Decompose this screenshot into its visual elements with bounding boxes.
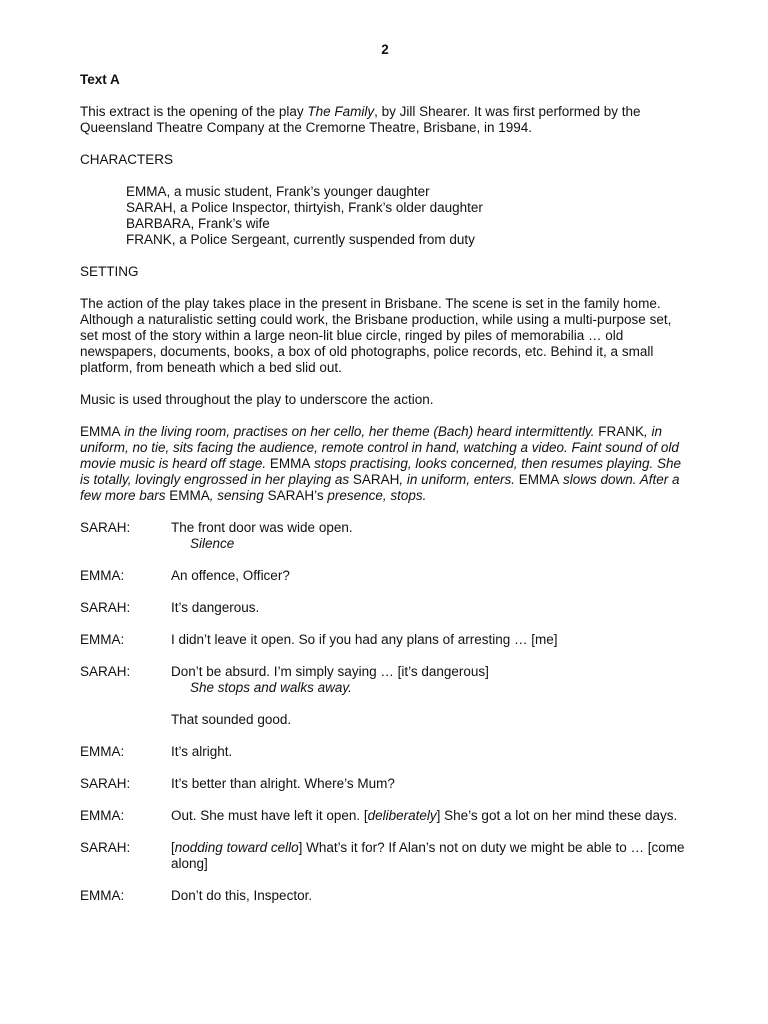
intro-pre: This extract is the opening of the play xyxy=(80,104,308,119)
text-run: SARAH’s xyxy=(267,488,324,503)
character-item: FRANK, a Police Sergeant, currently suspended from duty xyxy=(126,232,475,247)
stage-direction: She stops and walks away. xyxy=(190,680,352,695)
speaker-name: EMMA: xyxy=(80,568,125,583)
text-run: SARAH xyxy=(352,472,400,487)
speech-text xyxy=(171,888,690,904)
opening-stage-direction xyxy=(80,424,690,504)
dialogue-line xyxy=(80,568,690,584)
speaker-name: EMMA: xyxy=(80,632,125,647)
speaker-name: EMMA: xyxy=(80,808,125,823)
character-list xyxy=(126,184,690,248)
music-paragraph: Music is used throughout the play to underscore the action. xyxy=(80,392,434,407)
dialogue-line xyxy=(80,520,690,552)
text-run: Don’t be absurd. I’m simply saying … [it’s dangerous] xyxy=(171,664,489,679)
speech-text xyxy=(171,520,690,552)
dialogue-line xyxy=(80,840,690,872)
dialogue-line xyxy=(80,776,690,792)
italic-run: deliberately xyxy=(367,808,437,823)
italic-run: , in uniform, enters. xyxy=(399,472,519,487)
text-run: ] She’s got a lot on her mind these days. xyxy=(436,808,678,823)
speech-text xyxy=(171,840,690,872)
text-run: It’s dangerous. xyxy=(171,600,260,615)
character-item: EMMA, a music student, Frank’s younger daughter xyxy=(126,184,430,199)
speaker-name: SARAH: xyxy=(80,520,131,535)
text-heading: Text A xyxy=(80,72,120,87)
text-run: EMMA xyxy=(169,488,210,503)
dialogue-line xyxy=(80,632,690,648)
text-run: EMMA xyxy=(80,424,121,439)
dialogue-line xyxy=(80,808,690,824)
text-run: FRANK xyxy=(598,424,644,439)
speaker-name: SARAH: xyxy=(80,664,131,679)
text-run: ] What’s it for? If Alan’s not on duty we might be able to … [come along] xyxy=(171,840,685,871)
speech-text xyxy=(171,808,690,824)
speech-text xyxy=(171,664,690,696)
text-run: [ xyxy=(171,840,175,855)
dialogue-line xyxy=(80,744,690,760)
text-run: It’s alright. xyxy=(171,744,233,759)
character-item: SARAH, a Police Inspector, thirtyish, Frank’s older daughter xyxy=(126,200,483,215)
italic-run: in the living room, practises on her cello, her theme (Bach) heard intermittently. xyxy=(120,424,599,439)
text-run: An offence, Officer? xyxy=(171,568,290,583)
speech-text xyxy=(171,632,690,648)
document-page xyxy=(80,40,690,920)
text-run: EMMA xyxy=(518,472,560,487)
page-number: 2 xyxy=(381,42,389,57)
italic-run: , in uniform, no tie, sits facing the audience, remote control in hand, watching a video. Faint sound of old movie music is heard off stage. xyxy=(80,424,679,471)
text-run: I didn’t leave it open. So if you had any plans of arresting … [me] xyxy=(171,632,558,647)
speech-text xyxy=(171,568,690,584)
italic-run: nodding toward cello xyxy=(174,840,299,855)
speaker-name: SARAH: xyxy=(80,840,131,855)
text-run: Out. She must have left it open. [ xyxy=(171,808,368,823)
setting-label: SETTING xyxy=(80,264,139,279)
dialogue-continuation xyxy=(80,712,690,728)
text-run: EMMA xyxy=(269,456,311,471)
text-run: That sounded good. xyxy=(171,712,292,727)
speech-text xyxy=(171,776,690,792)
character-item: BARBARA, Frank’s wife xyxy=(126,216,270,231)
text-run: The front door was wide open. xyxy=(171,520,353,535)
dialogue-line xyxy=(80,664,690,696)
italic-run: stops practising, looks concerned, then resumes playing. She is totally, lovingly engrossed in her playing as xyxy=(80,456,682,487)
speaker-name: SARAH: xyxy=(80,776,131,791)
play-title: The Family xyxy=(307,104,375,119)
dialogue-line xyxy=(80,888,690,904)
italic-run: presence, stops. xyxy=(323,488,427,503)
speaker-name: SARAH: xyxy=(80,600,131,615)
text-run: Don’t do this, Inspector. xyxy=(171,888,313,903)
intro-paragraph xyxy=(80,104,690,136)
speech-text xyxy=(171,600,690,616)
italic-run: , sensing xyxy=(209,488,268,503)
speech-text xyxy=(171,744,690,760)
dialogue xyxy=(80,520,690,904)
setting-paragraph: The action of the play takes place in the present in Brisbane. The scene is set in the family home. Although a naturalistic setting could work, the Brisbane production, while using a multi-purpose set, set most of the story within a large neon-lit blue circle, ringed by piles of memorabilia … old newspapers, documents, books, a box of old photographs, police records, etc. Behind it, a small platform, from beneath which a bed slid out. xyxy=(80,296,672,375)
stage-direction: Silence xyxy=(190,536,235,551)
speaker-name: EMMA: xyxy=(80,744,125,759)
text-run: It’s better than alright. Where’s Mum? xyxy=(171,776,395,791)
italic-run: slows down. After a few more bars xyxy=(80,472,680,503)
intro-post: , by Jill Shearer. It was first performed by the Queensland Theatre Company at the Cremorne Theatre, Brisbane, in 1994. xyxy=(80,104,641,135)
characters-label: CHARACTERS xyxy=(80,152,174,167)
speaker-name: EMMA: xyxy=(80,888,125,903)
dialogue-line xyxy=(80,600,690,616)
